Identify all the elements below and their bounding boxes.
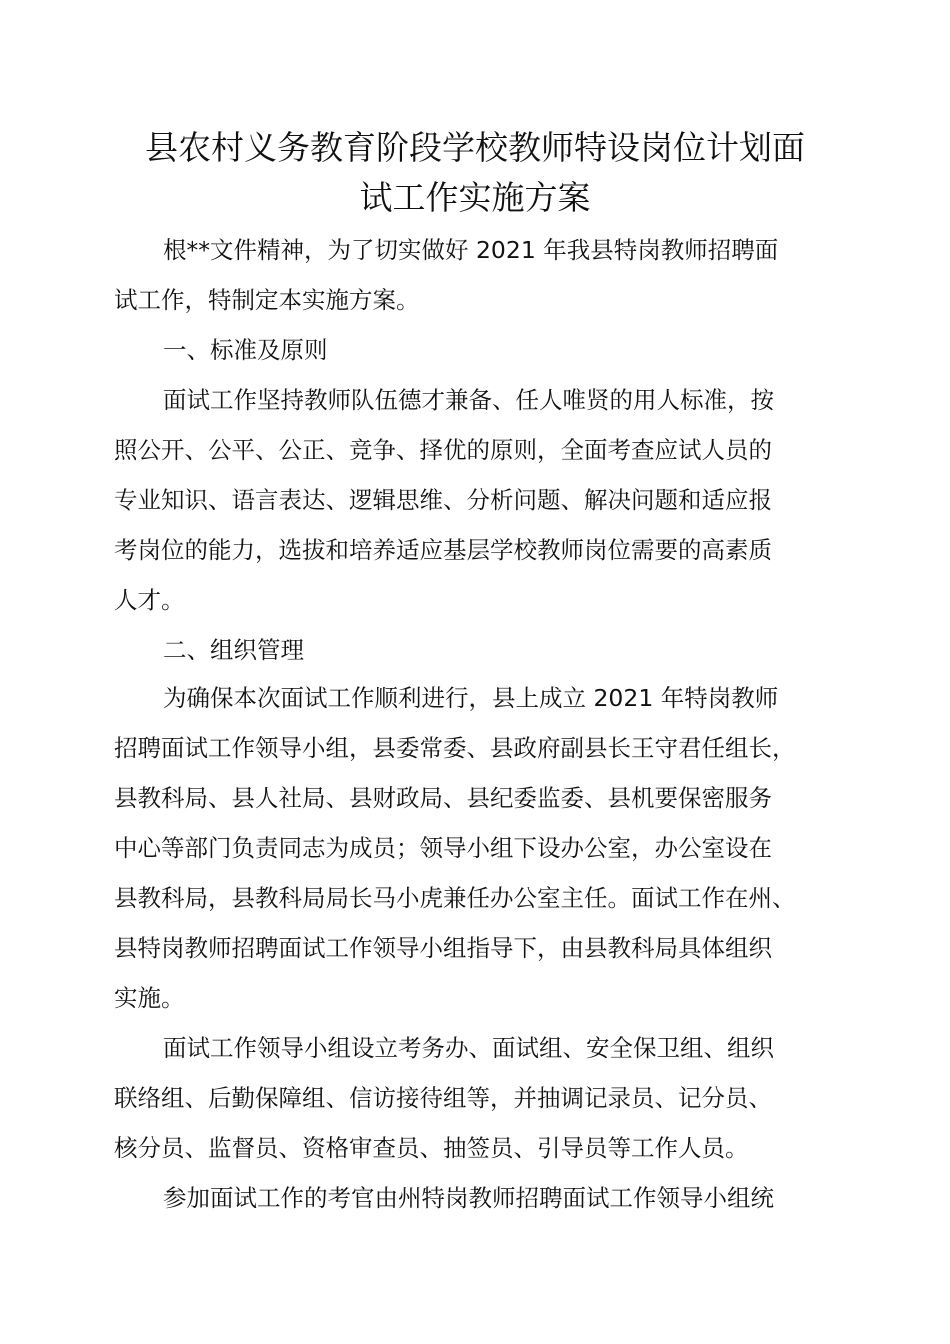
paragraph-line: 人才。 <box>114 586 185 614</box>
paragraph-line: 中心等部门负责同志为成员；领导小组下设办公室，办公室设在 <box>114 834 772 862</box>
paragraph-line: 为确保本次面试工作顺利进行，县上成立 2021 年特岗教师 <box>163 684 779 712</box>
paragraph-line: 试工作，特制定本实施方案。 <box>114 286 420 314</box>
paragraph-line: 考岗位的能力，选拔和培养适应基层学校教师岗位需要的高素质 <box>114 536 772 564</box>
paragraph-line: 面试工作领导小组设立考务办、面试组、安全保卫组、组织 <box>163 1034 774 1062</box>
paragraph-line: 面试工作坚持教师队伍德才兼备、任人唯贤的用人标准，按 <box>163 386 774 414</box>
paragraph-line: 县教科局，县教科局局长马小虎兼任办公室主任。面试工作在州、 <box>114 884 796 912</box>
paragraph-line: 县特岗教师招聘面试工作领导小组指导下，由县教科局具体组织 <box>114 934 772 962</box>
paragraph-line: 根**文件精神，为了切实做好 2021 年我县特岗教师招聘面 <box>163 236 779 264</box>
paragraph-line: 联络组、后勤保障组、信访接待组等，并抽调记录员、记分员、 <box>114 1084 772 1112</box>
paragraph-line: 参加面试工作的考官由州特岗教师招聘面试工作领导小组统 <box>163 1184 774 1212</box>
document-title-line-2: 试工作实施方案 <box>359 178 591 217</box>
paragraph-line: 县教科局、县人社局、县财政局、县纪委监委、县机要保密服务 <box>114 784 772 812</box>
section-heading-standards: 一、标准及原则 <box>163 336 328 364</box>
paragraph-line: 实施。 <box>114 984 185 1012</box>
paragraph-line: 专业知识、语言表达、逻辑思维、分析问题、解决问题和适应报 <box>114 486 772 514</box>
document-title-line-1: 县农村义务教育阶段学校教师特设岗位计划面 <box>145 128 805 167</box>
paragraph-line: 招聘面试工作领导小组，县委常委、县政府副县长王守君任组长， <box>114 734 796 762</box>
paragraph-line: 照公开、公平、公正、竞争、择优的原则，全面考查应试人员的 <box>114 436 772 464</box>
paragraph-line: 核分员、监督员、资格审查员、抽签员、引导员等工作人员。 <box>114 1134 749 1162</box>
section-heading-organization: 二、组织管理 <box>163 636 304 664</box>
